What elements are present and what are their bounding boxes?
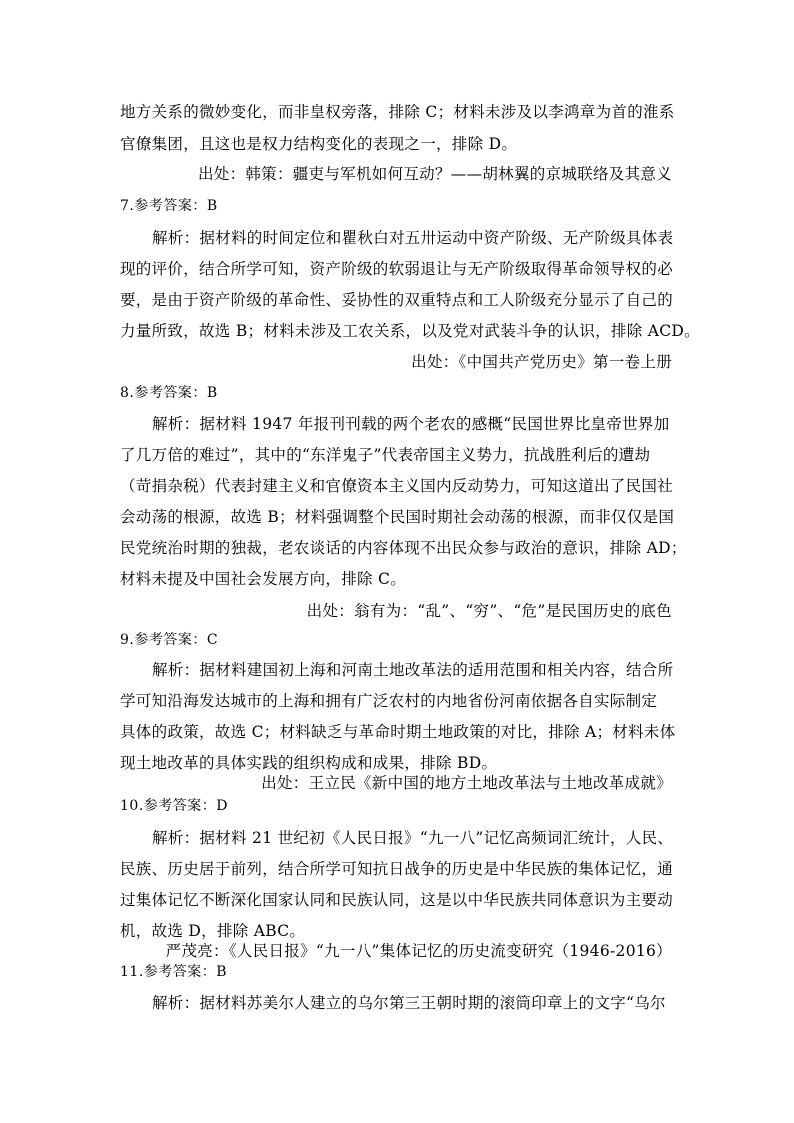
explanation-line: 学可知沿海发达城市的上海和拥有广泛农村的内地省份河南依据各自实际制定 [120,692,658,710]
explanation-line: 会动荡的根源，故选 B；材料强调整个民国时期社会动荡的根源，而非仅仅是国 [120,508,675,526]
explanation-line: （苛捐杂税）代表封建主义和官僚资本主义国内反动势力，可知这道出了民国社 [120,477,674,495]
source-citation: 出处：王立民《新中国的地方土地改革法与土地改革成就》 [261,774,672,792]
explanation-line: 解析：据材料的时间定位和瞿秋白对五卅运动中资产阶级、无产阶级具体表 [152,229,674,247]
answer-heading: 7.参考答案：B [120,198,218,214]
explanation-line: 机，故选 D，排除 ABC。 [120,922,306,940]
explanation-line: 现的评价，结合所学可知，资产阶级的软弱退让与无产阶级取得革命领导权的必 [120,260,674,278]
answer-heading: 10.参考答案：D [120,798,228,814]
source-citation: 严茂亮：《人民日报》“九一八”集体记忆的历史流变研究（1946-2016） [165,942,672,960]
text-line: 地方关系的微妙变化，而非皇权旁落，排除 C；材料未涉及以李鸿章为首的淮系 [120,103,675,121]
explanation-line: 要，是由于资产阶级的革命性、妥协性的双重特点和工人阶级充分显示了自己的 [120,291,674,309]
explanation-line: 了几万倍的难过”，其中的“东洋鬼子”代表帝国主义势力，抗战胜利后的遭劫 [120,446,651,464]
answer-heading: 11.参考答案：B [120,964,228,980]
explanation-line: 解析：据材料 1947 年报刊刊载的两个老农的感概“民国世界比皇帝世界加 [152,415,670,433]
explanation-line: 民党统治时期的独裁，老农谈话的内容体现不出民众参与政治的意识，排除 AD； [120,539,687,557]
explanation-line: 民族、历史居于前列，结合所学可知抗日战争的历史是中华民族的集体记忆，通 [120,860,674,878]
source-citation: 出处：《中国共产党历史》第一卷上册 [411,353,672,371]
explanation-line: 解析：据材料 21 世纪初《人民日报》“九一八”记忆高频词汇统计，人民、 [152,829,674,847]
explanation-line: 解析：据材料建国初上海和河南土地改革法的适用范围和相关内容，结合所 [152,661,674,679]
explanation-line: 现土地改革的具体实践的组织构成和成果，排除 BD。 [120,754,498,772]
explanation-line: 力量所致，故选 B；材料未涉及工农关系，以及党对武装斗争的认识，排除 ACD。 [120,322,700,340]
explanation-line: 具体的政策，故选 C；材料缺乏与革命时期土地政策的对比，排除 A；材料未体 [120,723,676,741]
source-citation: 出处：翁有为：“乱”、“穷”、“危”是民国历史的底色 [306,602,672,620]
explanation-line: 材料未提及中国社会发展方向，排除 C。 [120,570,406,588]
answer-heading: 9.参考答案：C [120,632,219,648]
explanation-line: 解析：据材料苏美尔人建立的乌尔第三王朝时期的滚筒印章上的文字“乌尔 [152,994,666,1012]
source-citation: 出处：韩策：疆吏与军机如何互动？——胡林翼的京城联络及其意义 [197,165,672,183]
explanation-line: 过集体记忆不断深化国家认同和民族认同，这是以中华民族共同体意识为主要动 [120,891,674,909]
text-line: 官僚集团，且这也是权力结构变化的表现之一，排除 D。 [120,135,518,153]
answer-heading: 8.参考答案：B [120,385,218,401]
